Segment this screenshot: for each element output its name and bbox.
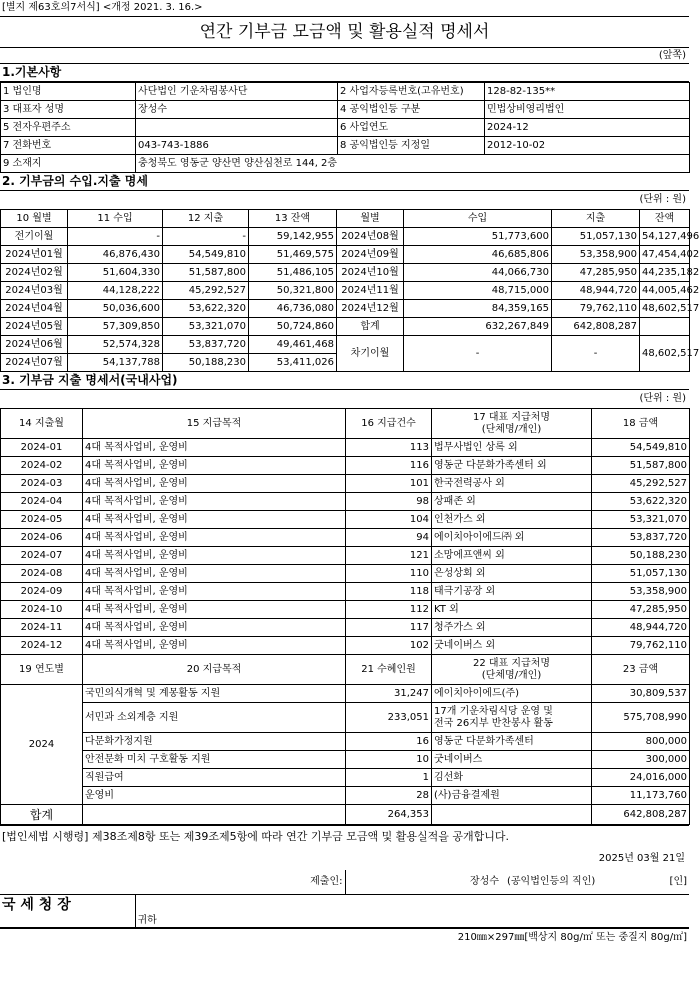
table-row <box>1 246 690 264</box>
info-label: 7 전화번호 <box>1 137 136 155</box>
purpose-cell: 직원급여 <box>83 769 346 787</box>
month-cell: 2024년03월 <box>1 282 68 300</box>
info-row <box>1 101 690 119</box>
info-label: 4 공익법인등 구분 <box>338 101 485 119</box>
count-cell: 121 <box>346 547 432 565</box>
info-value <box>136 119 338 137</box>
purpose-cell: 4대 목적사업비, 운영비 <box>83 583 346 601</box>
expense-cell: 47,285,950 <box>552 264 640 282</box>
count-cell: 112 <box>346 601 432 619</box>
submitter-role: (공익법인등의 직인) <box>507 876 596 887</box>
column-header: 지출 <box>552 210 640 228</box>
payee-cell: 굿네이버스 <box>432 751 592 769</box>
info-row <box>1 119 690 137</box>
purpose-cell: 4대 목적사업비, 운영비 <box>83 637 346 655</box>
expense-cell: 51,587,800 <box>163 264 249 282</box>
table-row <box>1 583 690 601</box>
expense-cell: 53,622,320 <box>163 300 249 318</box>
purpose-cell: 다문화가정지원 <box>83 733 346 751</box>
month-cell: 2024년07월 <box>1 354 68 372</box>
table-row <box>1 637 690 655</box>
purpose-cell: 4대 목적사업비, 운영비 <box>83 601 346 619</box>
column-header: 잔액 <box>640 210 690 228</box>
total-row <box>1 805 690 825</box>
expense-cell: 53,321,070 <box>163 318 249 336</box>
payee-cell: 법무사법인 상록 외 <box>432 439 592 457</box>
table-row <box>1 282 690 300</box>
table-row <box>1 787 690 805</box>
seal-placeholder: [인] <box>669 876 688 887</box>
beneficiary-count-cell: 16 <box>346 733 432 751</box>
balance-cell: 44,235,182 <box>640 264 690 282</box>
count-cell: 117 <box>346 619 432 637</box>
month-cell: 2024-02 <box>1 457 83 475</box>
balance-cell: 47,454,402 <box>640 246 690 264</box>
total-amount: 642,808,287 <box>592 805 690 825</box>
month-cell: 2024-09 <box>1 583 83 601</box>
carry-income: - <box>404 336 552 372</box>
beneficiary-count-cell: 233,051 <box>346 703 432 733</box>
info-label: 6 사업연도 <box>338 119 485 137</box>
payee-cell: 에이치아이에드㈜ 외 <box>432 529 592 547</box>
info-label: 5 전자우편주소 <box>1 119 136 137</box>
income-cell: 84,359,165 <box>404 300 552 318</box>
info-value: 장성수 <box>136 101 338 119</box>
count-cell: 102 <box>346 637 432 655</box>
basic-info-table <box>0 82 690 173</box>
footer-block <box>0 825 689 947</box>
table-row <box>1 733 690 751</box>
column-header: 11 수입 <box>68 210 163 228</box>
month-cell: 2024-06 <box>1 529 83 547</box>
table-row <box>1 529 690 547</box>
purpose-cell: 4대 목적사업비, 운영비 <box>83 529 346 547</box>
paper-spec: 210㎜×297㎜[백상지 80g/㎡ 또는 중질지 80g/㎡] <box>0 928 689 947</box>
info-row <box>1 83 690 101</box>
column-header: 12 지출 <box>163 210 249 228</box>
amount-cell: 800,000 <box>592 733 690 751</box>
month-cell: 2024년05월 <box>1 318 68 336</box>
income-cell: 57,309,850 <box>68 318 163 336</box>
month-cell: 2024년11월 <box>337 282 404 300</box>
column-header: 18 금액 <box>592 409 690 439</box>
payee-cell: 청주가스 외 <box>432 619 592 637</box>
payee-cell: 굿네이버스 외 <box>432 637 592 655</box>
legal-statement: [법인세법 시행령] 제38조제8항 또는 제39조제5항에 따라 연간 기부금 모금액 및 활용실적을 공개합니다. <box>2 830 509 843</box>
income-cell: 632,267,849 <box>404 318 552 336</box>
section-3-unit: (단위 : 원) <box>639 393 686 404</box>
purpose-cell: 4대 목적사업비, 운영비 <box>83 511 346 529</box>
table-row <box>1 439 690 457</box>
count-cell: 118 <box>346 583 432 601</box>
info-value: 2012-10-02 <box>485 137 690 155</box>
table-row <box>1 601 690 619</box>
column-header: 23 금액 <box>592 655 690 685</box>
info-label: 2 사업자등록번호(고유번호) <box>338 83 485 101</box>
income-cell: 51,773,600 <box>404 228 552 246</box>
payee-cell: 인천가스 외 <box>432 511 592 529</box>
count-cell: 110 <box>346 565 432 583</box>
purpose-cell: 4대 목적사업비, 운영비 <box>83 475 346 493</box>
total-payee <box>432 805 592 825</box>
month-cell: 2024-03 <box>1 475 83 493</box>
amount-cell: 53,622,320 <box>592 493 690 511</box>
payee-cell: 은성상회 외 <box>432 565 592 583</box>
submitter-name: 장성수 <box>470 876 499 887</box>
table-header-row <box>1 409 690 439</box>
table-row <box>1 336 690 354</box>
balance-cell <box>640 318 690 336</box>
balance-cell: 54,127,496 <box>640 228 690 246</box>
column-header: 17 대표 지급처명 (단체명/개인) <box>432 409 592 439</box>
beneficiary-count-cell: 28 <box>346 787 432 805</box>
column-header: 22 대표 지급처명 (단체명/개인) <box>432 655 592 685</box>
amount-cell: 53,358,900 <box>592 583 690 601</box>
count-cell: 116 <box>346 457 432 475</box>
carry-expense: - <box>552 336 640 372</box>
column-header: 21 수혜인원 <box>346 655 432 685</box>
table-row <box>1 685 690 703</box>
side-note: (앞쪽) <box>658 50 686 61</box>
column-header: 수입 <box>404 210 552 228</box>
payee-cell: 태극기공장 외 <box>432 583 592 601</box>
table-row <box>1 619 690 637</box>
amount-cell: 45,292,527 <box>592 475 690 493</box>
section-2-unit: (단위 : 원) <box>639 194 686 205</box>
table-row <box>1 751 690 769</box>
payee-cell: 에이치아이에드(주) <box>432 685 592 703</box>
info-row-address <box>1 155 690 173</box>
table-row <box>1 475 690 493</box>
expense-cell: 79,762,110 <box>552 300 640 318</box>
expense-cell: 53,837,720 <box>163 336 249 354</box>
expense-cell: 48,944,720 <box>552 282 640 300</box>
count-cell: 113 <box>346 439 432 457</box>
income-cell: 54,137,788 <box>68 354 163 372</box>
info-label: 3 대표자 성명 <box>1 101 136 119</box>
table-header-row <box>1 210 690 228</box>
column-header: 월별 <box>337 210 404 228</box>
purpose-cell: 4대 목적사업비, 운영비 <box>83 493 346 511</box>
month-cell: 2024-01 <box>1 439 83 457</box>
income-cell: 46,685,806 <box>404 246 552 264</box>
beneficiary-count-cell: 31,247 <box>346 685 432 703</box>
amount-cell: 575,708,990 <box>592 703 690 733</box>
balance-cell: 59,142,955 <box>249 228 337 246</box>
info-value: 128-82-135** <box>485 83 690 101</box>
amount-cell: 53,321,070 <box>592 511 690 529</box>
total-purpose <box>83 805 346 825</box>
info-label: 9 소재지 <box>1 155 136 173</box>
section-1-title: 1.기본사항 <box>0 63 689 82</box>
table-row <box>1 769 690 787</box>
count-cell: 101 <box>346 475 432 493</box>
month-cell: 2024년04월 <box>1 300 68 318</box>
month-cell: 합계 <box>337 318 404 336</box>
income-cell: 52,574,328 <box>68 336 163 354</box>
balance-cell: 44,005,462 <box>640 282 690 300</box>
payee-cell: 김선화 <box>432 769 592 787</box>
month-cell: 2024년08월 <box>337 228 404 246</box>
payee-cell: KT 외 <box>432 601 592 619</box>
total-label: 합계 <box>1 805 83 825</box>
income-cell: 46,876,430 <box>68 246 163 264</box>
column-header: 13 잔액 <box>249 210 337 228</box>
table-row <box>1 547 690 565</box>
month-cell: 2024-08 <box>1 565 83 583</box>
table-row <box>1 264 690 282</box>
year-cell: 2024 <box>1 685 83 805</box>
info-value: 2024-12 <box>485 119 690 137</box>
income-cell: 51,604,330 <box>68 264 163 282</box>
table-row <box>1 318 690 336</box>
purpose-cell: 4대 목적사업비, 운영비 <box>83 565 346 583</box>
section-3-title: 3. 기부금 지출 명세서(국내사업) <box>0 372 689 390</box>
expense-cell: 50,188,230 <box>163 354 249 372</box>
info-value: 민법상비영리법인 <box>485 101 690 119</box>
payee-cell: (사)금융결제원 <box>432 787 592 805</box>
expense-cell: 53,358,900 <box>552 246 640 264</box>
submitter-label: 제출인: <box>135 870 345 895</box>
expense-cell: 51,057,130 <box>552 228 640 246</box>
count-cell: 104 <box>346 511 432 529</box>
info-row <box>1 137 690 155</box>
balance-cell: 50,321,800 <box>249 282 337 300</box>
balance-cell: 50,724,860 <box>249 318 337 336</box>
income-cell: 48,715,000 <box>404 282 552 300</box>
income-cell: 44,066,730 <box>404 264 552 282</box>
info-value: 사단법인 기운차림봉사단 <box>136 83 338 101</box>
table-header-row <box>1 655 690 685</box>
expense-cell: - <box>163 228 249 246</box>
column-header: 20 지급목적 <box>83 655 346 685</box>
purpose-cell: 4대 목적사업비, 운영비 <box>83 439 346 457</box>
table-row <box>1 457 690 475</box>
month-cell: 2024년01월 <box>1 246 68 264</box>
month-cell: 2024년02월 <box>1 264 68 282</box>
beneficiary-count-cell: 1 <box>346 769 432 787</box>
expense-cell: 45,292,527 <box>163 282 249 300</box>
expense-cell: 54,549,810 <box>163 246 249 264</box>
purpose-cell: 안전문화 미치 구호활동 지원 <box>83 751 346 769</box>
balance-cell: 46,736,080 <box>249 300 337 318</box>
section-2-title: 2. 기부금의 수입.지출 명세 <box>0 173 689 191</box>
payee-cell: 소망에프앤씨 외 <box>432 547 592 565</box>
income-cell: - <box>68 228 163 246</box>
amount-cell: 79,762,110 <box>592 637 690 655</box>
month-cell: 2024년10월 <box>337 264 404 282</box>
month-cell: 2024년09월 <box>337 246 404 264</box>
count-cell: 98 <box>346 493 432 511</box>
amount-cell: 51,057,130 <box>592 565 690 583</box>
info-label: 8 공익법인등 지정일 <box>338 137 485 155</box>
month-cell: 2024-11 <box>1 619 83 637</box>
carry-balance: 48,602,517 <box>640 336 690 372</box>
info-value: 충청북도 영동군 양산면 양산심천로 144, 2층 <box>136 155 690 173</box>
honorific: 귀하 <box>135 895 689 929</box>
amount-cell: 53,837,720 <box>592 529 690 547</box>
purpose-cell: 서민과 소외계층 지원 <box>83 703 346 733</box>
month-cell: 2024-12 <box>1 637 83 655</box>
total-beneficiaries: 264,353 <box>346 805 432 825</box>
payee-cell: 영동군 다문화가족센터 <box>432 733 592 751</box>
table-row <box>1 703 690 733</box>
amount-cell: 11,173,760 <box>592 787 690 805</box>
table-row <box>1 511 690 529</box>
month-cell: 2024년06월 <box>1 336 68 354</box>
month-cell: 2024-07 <box>1 547 83 565</box>
balance-cell: 51,486,105 <box>249 264 337 282</box>
month-cell: 2024년12월 <box>337 300 404 318</box>
amount-cell: 50,188,230 <box>592 547 690 565</box>
month-cell: 2024-04 <box>1 493 83 511</box>
balance-cell: 48,602,517 <box>640 300 690 318</box>
balance-cell: 51,469,575 <box>249 246 337 264</box>
purpose-cell: 4대 목적사업비, 운영비 <box>83 457 346 475</box>
table-row <box>1 565 690 583</box>
month-cell: 2024-05 <box>1 511 83 529</box>
month-cell: 2024-10 <box>1 601 83 619</box>
column-header: 14 지출월 <box>1 409 83 439</box>
purpose-cell: 국민의식개혁 및 계몽활동 지원 <box>83 685 346 703</box>
document-title: 연간 기부금 모금액 및 활용실적 명세서 <box>0 16 689 48</box>
income-cell: 44,128,222 <box>68 282 163 300</box>
column-header: 19 연도별 <box>1 655 83 685</box>
amount-cell: 300,000 <box>592 751 690 769</box>
amount-cell: 48,944,720 <box>592 619 690 637</box>
form-reference: [별지 제63호의7서식] <개정 2021. 3. 16.> <box>2 2 203 13</box>
expenditure-table <box>0 408 690 825</box>
carry-label: 차기이월 <box>337 336 404 372</box>
payee-cell: 17개 기운차림식당 운영 및 전국 26지부 반찬봉사 활동 <box>432 703 592 733</box>
purpose-cell: 운영비 <box>83 787 346 805</box>
column-header: 15 지급목적 <box>83 409 346 439</box>
income-expense-table <box>0 209 699 372</box>
info-value: 043-743-1886 <box>136 137 338 155</box>
column-header: 16 지급건수 <box>346 409 432 439</box>
amount-cell: 54,549,810 <box>592 439 690 457</box>
purpose-cell: 4대 목적사업비, 운영비 <box>83 547 346 565</box>
info-label: 1 법인명 <box>1 83 136 101</box>
column-header: 10 월별 <box>1 210 68 228</box>
amount-cell: 30,809,537 <box>592 685 690 703</box>
payee-cell: 영동군 다문화가족센터 외 <box>432 457 592 475</box>
month-cell: 전기이월 <box>1 228 68 246</box>
submission-date: 2025년 03월 21일 <box>598 853 686 864</box>
purpose-cell: 4대 목적사업비, 운영비 <box>83 619 346 637</box>
count-cell: 94 <box>346 529 432 547</box>
table-row <box>1 300 690 318</box>
payee-cell: 한국전력공사 외 <box>432 475 592 493</box>
balance-cell: 53,411,026 <box>249 354 337 372</box>
table-row <box>1 228 690 246</box>
amount-cell: 47,285,950 <box>592 601 690 619</box>
income-cell: 50,036,600 <box>68 300 163 318</box>
table-row <box>1 493 690 511</box>
expense-cell: 642,808,287 <box>552 318 640 336</box>
payee-cell: 상패존 외 <box>432 493 592 511</box>
amount-cell: 24,016,000 <box>592 769 690 787</box>
amount-cell: 51,587,800 <box>592 457 690 475</box>
beneficiary-count-cell: 10 <box>346 751 432 769</box>
balance-cell: 49,461,468 <box>249 336 337 354</box>
recipient: 국 세 청 장 <box>0 895 135 929</box>
